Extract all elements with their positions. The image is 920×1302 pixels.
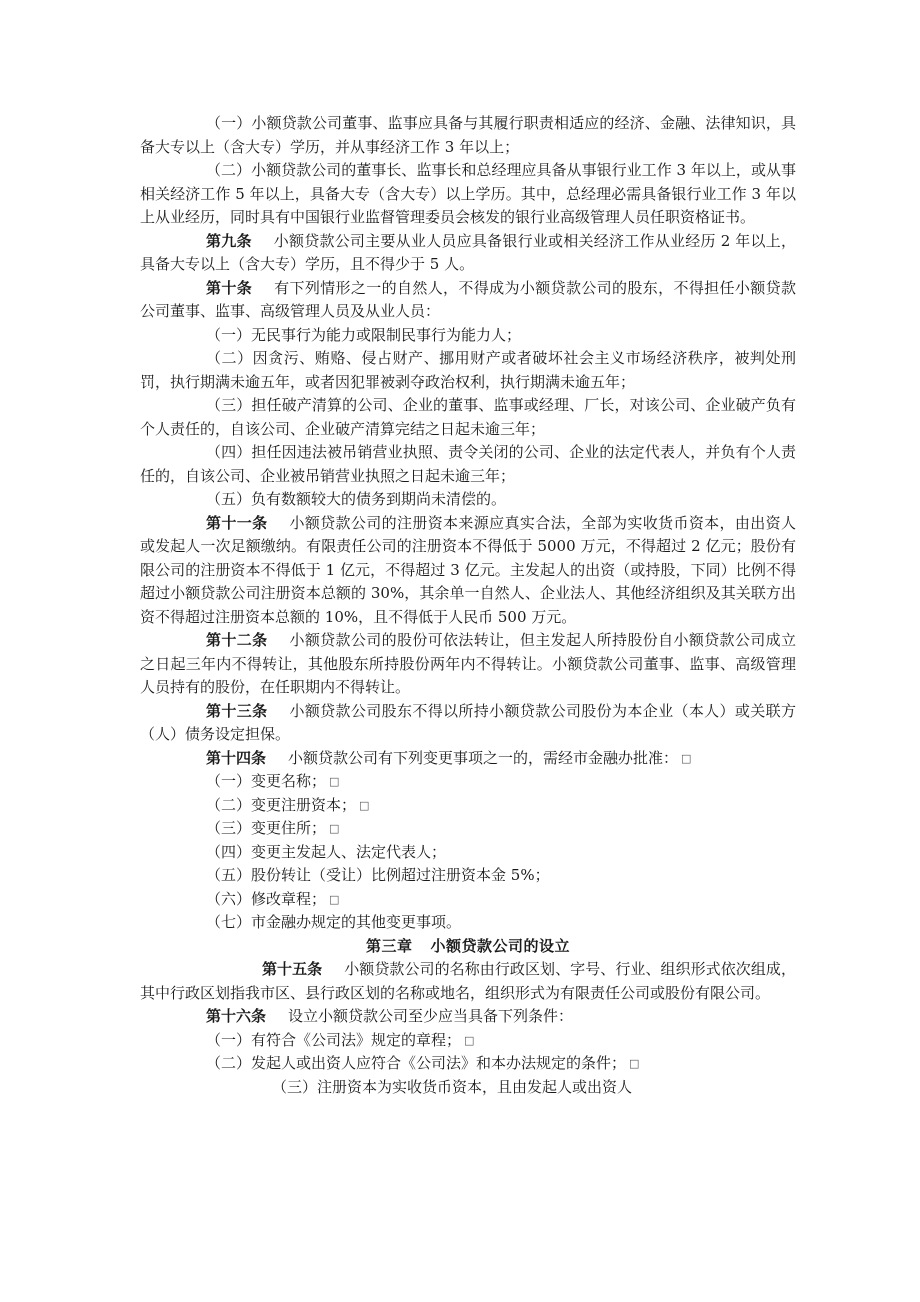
paragraph-text: 小额贷款公司的注册资本来源应真实合法，全部为实收货币资本，由出资人或发起人一次足额缴纳。有限责任公司的注册资本不得低于 5000 万元，不得超过 2 亿元；股份有限公司的注册资本不得低于 1 亿元，不得超过 3 亿元。主发起人的出资（或持股，下同）比例不得超过小额贷款公司注册资本总额的 30%，其余单一自然人、企业法人、其他经济组织及其关联方出资不得超过注册资本总额的 10%，且不得低于人民币 500 万元。 (140, 513, 796, 626)
paragraph-text: （二）小额贷款公司的董事长、监事长和总经理应具备从事银行业工作 3 年以上，或从事相关经济工作 5 年以上，具备大专（含大专）以上学历。其中，总经理必需具备银行业工作 3 年以上从业经历，同时具有中国银行业监督管理委员会核发的银行业高级管理人员任职资格证书。 (140, 161, 796, 226)
clause-paragraph (140, 770, 796, 794)
placeholder-box-glyph: □ (329, 892, 340, 906)
placeholder-box-glyph: □ (681, 751, 692, 765)
paragraph-text: （三）变更住所； (206, 819, 327, 837)
chapter-number: 第三章 (365, 936, 413, 955)
paragraph-text: （一）无民事行为能力或限制民事行为能力人； (206, 325, 522, 344)
placeholder-box-glyph: □ (329, 775, 340, 788)
clause-paragraph (140, 1076, 796, 1100)
paragraph-text: （七）市金融办规定的其他变更事项。 (206, 913, 462, 931)
article-number: 第十三条 (206, 701, 268, 720)
clause-paragraph (140, 888, 796, 912)
paragraph-text: （五）负有数额较大的债务到期尚未清偿的。 (206, 490, 507, 508)
clause-paragraph (140, 841, 796, 865)
placeholder-box-glyph: □ (359, 798, 370, 812)
article-number: 第十六条 (206, 1007, 267, 1025)
paragraph-text: 小额贷款公司的股份可依法转让，但主发起人所持股份自小额贷款公司成立之日起三年内不得转让，其他股东所持股份两年内不得转让。小额贷款公司董事、监事、高级管理人员持有的股份，在任职期内不得转让。 (140, 631, 796, 696)
article-paragraph (140, 629, 796, 700)
clause-paragraph (140, 864, 796, 888)
clause-paragraph (140, 347, 796, 394)
paragraph-text: （二）因贪污、贿赂、侵占财产、挪用财产或者破坏社会主义市场经济秩序，被判处刑罚，执行期满未逾五年，或者因犯罪被剥夺政治权利，执行期满未逾五年； (140, 349, 796, 391)
placeholder-box-glyph: □ (629, 1057, 640, 1070)
article-paragraph (140, 512, 796, 630)
clause-paragraph (140, 817, 796, 841)
paragraph-text: 有下列情形之一的自然人，不得成为小额贷款公司的股东，不得担任小额贷款公司董事、监事、高级管理人员及从业人员： (140, 278, 796, 320)
placeholder-box-glyph: □ (329, 822, 340, 835)
clause-paragraph (140, 394, 796, 441)
clause-paragraph (140, 794, 796, 818)
paragraph-text: 小额贷款公司主要从业人员应具备银行业或相关经济工作从业经历 2 年以上，具备大专以上（含大专）学历，且不得少于 5 人。 (140, 231, 796, 273)
article-paragraph (140, 958, 796, 1005)
clause-paragraph (140, 112, 796, 159)
paragraph-text: （三）注册资本为实收货币资本，且由发起人或出资人 (272, 1077, 633, 1096)
article-number: 第十五条 (262, 960, 323, 978)
article-number: 第十二条 (206, 631, 268, 649)
article-number: 第九条 (206, 231, 252, 250)
clause-paragraph (140, 1052, 796, 1076)
paragraph-text: 小额贷款公司股东不得以所持小额贷款公司股份为本企业（本人）或关联方（人）债务设定担保。 (140, 701, 796, 743)
article-paragraph (140, 230, 796, 277)
chapter-title: 小额贷款公司的设立 (430, 936, 571, 955)
paragraph-text: 小额贷款公司有下列变更事项之一的，需经市金融办批准： (288, 748, 679, 767)
placeholder-box-glyph: □ (464, 1033, 475, 1047)
article-paragraph (140, 747, 796, 771)
clause-paragraph (140, 1029, 796, 1053)
paragraph-text: （一）有符合《公司法》规定的章程； (206, 1030, 462, 1049)
clause-paragraph (140, 488, 796, 512)
clause-paragraph (140, 324, 796, 348)
article-number: 第十一条 (206, 513, 268, 532)
article-number: 第十四条 (206, 748, 267, 767)
paragraph-text: （四）担任因违法被吊销营业执照、责令关闭的公司、企业的法定代表人，并负有个人责任的，自该公司、企业被吊销营业执照之日起未逾三年； (140, 443, 796, 485)
paragraph-text: （三）担任破产清算的公司、企业的董事、监事或经理、厂长，对该公司、企业破产负有个人责任的，自该公司、企业破产清算完结之日起未逾三年； (140, 396, 796, 438)
paragraph-text: （一）小额贷款公司董事、监事应具备与其履行职责相适应的经济、金融、法律知识，具备大专以上（含大专）学历，并从事经济工作 3 年以上； (140, 114, 796, 156)
document-body (140, 112, 796, 1099)
article-paragraph (140, 277, 796, 324)
clause-paragraph (140, 911, 796, 935)
paragraph-text: 小额贷款公司的名称由行政区划、字号、行业、组织形式依次组成，其中行政区划指我市区、县行政区划的名称或地名，组织形式为有限责任公司或股份有限公司。 (140, 960, 796, 1002)
paragraph-text: 设立小额贷款公司至少应当具备下列条件： (288, 1007, 574, 1025)
paragraph-text: （五）股份转让（受让）比例超过注册资本金 5%； (206, 866, 550, 884)
clause-paragraph (140, 441, 796, 488)
clause-paragraph (140, 159, 796, 230)
paragraph-text: （二）发起人或出资人应符合《公司法》和本办法规定的条件； (206, 1054, 627, 1072)
paragraph-text: （二）变更注册资本； (206, 795, 357, 814)
article-number: 第十条 (206, 278, 253, 297)
paragraph-text: （六）修改章程； (206, 889, 327, 908)
chapter-heading (140, 935, 796, 959)
article-paragraph (140, 1005, 796, 1029)
article-paragraph (140, 700, 796, 747)
paragraph-text: （一）变更名称； (206, 772, 327, 790)
paragraph-text: （四）变更主发起人、法定代表人； (206, 842, 447, 861)
